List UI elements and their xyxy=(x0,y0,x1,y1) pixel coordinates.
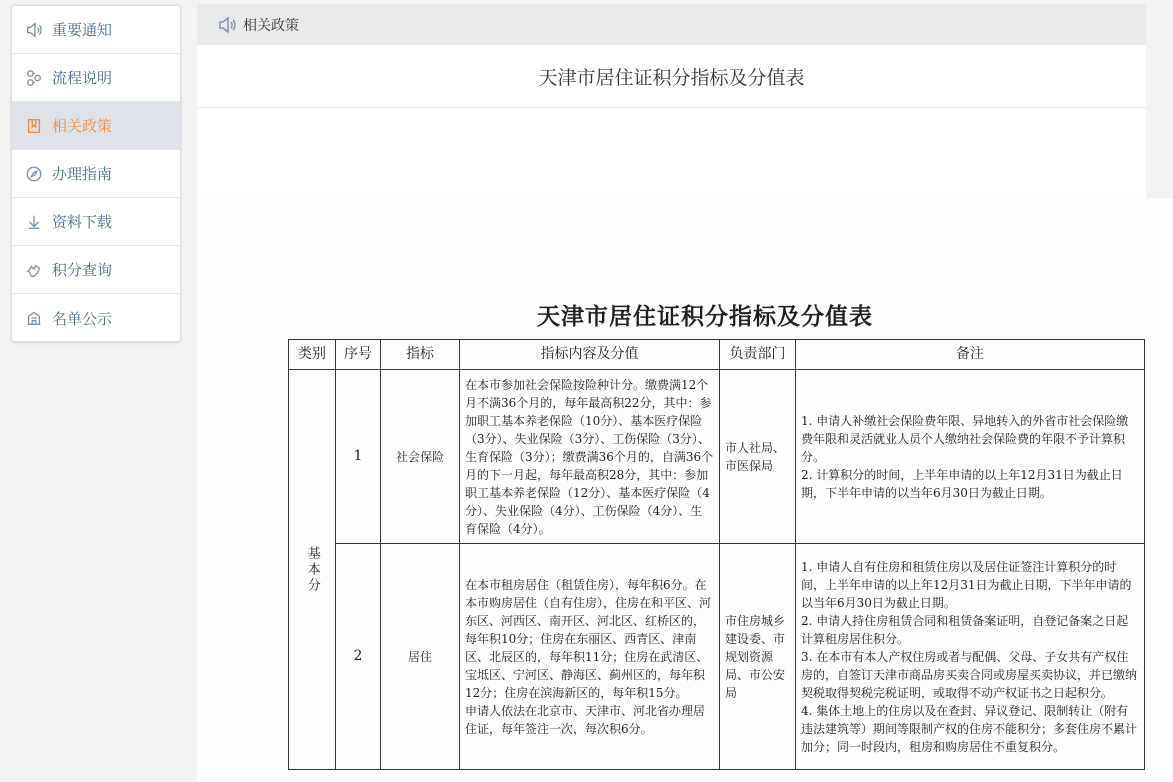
speaker-icon xyxy=(217,15,237,35)
sidebar-item-label: 流程说明 xyxy=(52,69,113,87)
row-indicator: 居住 xyxy=(381,544,460,770)
header-content: 指标内容及分值 xyxy=(460,340,720,370)
sidebar-nav xyxy=(11,5,181,342)
note-item: 1. 申请人补缴社会保险费年限、异地转入的外省市社会保险缴费年限和灵活就业人员个人缴纳社会保险费的年限不予计算积分。 xyxy=(801,413,1129,464)
row-number: 2 xyxy=(336,544,381,770)
row-notes xyxy=(796,370,1145,544)
document-image xyxy=(197,198,1173,782)
sidebar-item-label: 重要通知 xyxy=(52,21,113,39)
hand-icon xyxy=(24,260,44,280)
category-label: 基本分 xyxy=(304,545,320,594)
building-icon xyxy=(24,308,44,328)
document-title: 天津市居住证积分指标及分值表 xyxy=(537,303,873,330)
row-content xyxy=(460,544,720,770)
table-row xyxy=(289,544,1145,770)
sidebar-item-score-query[interactable] xyxy=(12,246,180,294)
header-category: 类别 xyxy=(289,340,336,370)
sidebar-item-notices[interactable] xyxy=(12,6,180,54)
sidebar-item-label: 办理指南 xyxy=(52,165,113,183)
row-content: 在本市参加社会保险按险种计分。缴费满12个月不满36个月的，每年最高积22分，其中：参加职工基本养老保险（10分）、基本医疗保险（3分）、失业保险（3分）、工伤保险（3分）、生育保险（3分）；缴费满36个月的，自满36个月的下一月起，每年最高积28分，其中：参加职工基本养老保险（12分）、基本医疗保险（4分）、失业保险（4分）、工伤保险（4分）、生育保险（4分）。 xyxy=(460,370,720,544)
book-icon xyxy=(24,116,44,136)
sidebar-item-label: 积分查询 xyxy=(52,261,113,279)
row-department: 市人社局、市医保局 xyxy=(720,370,796,544)
note-item: 1. 申请人自有住房和租赁住房以及居住证签注计算积分的时间，上半年申请的以上年12月31日为截止日期，下半年申请的以当年6月30日为截止日期。 xyxy=(801,559,1132,610)
table-header-row xyxy=(289,340,1145,370)
sidebar-item-label: 相关政策 xyxy=(52,117,113,135)
category-cell xyxy=(289,370,336,770)
header-indicator: 指标 xyxy=(381,340,460,370)
row-indicator: 社会保险 xyxy=(381,370,460,544)
compass-icon xyxy=(24,164,44,184)
sidebar-item-process[interactable] xyxy=(12,54,180,102)
score-table xyxy=(288,339,1145,770)
header-notes: 备注 xyxy=(796,340,1145,370)
sidebar-item-public-list[interactable] xyxy=(12,294,180,342)
note-item: 4. 集体土地上的住房以及在查封、异议登记、限制转让（附有违法建筑等）期间等限制产权的住房不能积分；多套住房不累计加分；同一时段内，租房和购房居住不重复积分。 xyxy=(801,703,1138,754)
page-title: 天津市居住证积分指标及分值表 xyxy=(197,45,1146,108)
sidebar-item-downloads[interactable] xyxy=(12,198,180,246)
download-icon xyxy=(24,212,44,232)
note-item: 3. 在本市有本人产权住房或者与配偶、父母、子女共有产权住房的，自签订天津市商品房买卖合同或房屋买卖协议，并已缴纳契税取得契税完税证明，或取得不动产权证书之日起积分。 xyxy=(801,649,1138,700)
sidebar-item-label: 资料下载 xyxy=(52,213,113,231)
sidebar-item-policies[interactable] xyxy=(12,102,180,150)
header-department: 负责部门 xyxy=(720,340,796,370)
breadcrumb xyxy=(197,4,1146,45)
sidebar-item-label: 名单公示 xyxy=(52,309,113,328)
row-department: 市住房城乡建设委、市规划资源局、市公安局 xyxy=(720,544,796,770)
content-paragraph: 在本市租房居住（租赁住房），每年积6分。在本市购房居住（自有住房），住房在和平区、河东区、河西区、南开区、河北区、红桥区的，每年积10分；住房在东丽区、西青区、津南区、北辰区的，每年积11分；住房在武清区、宝坻区、宁河区、静海区、蓟州区的，每年积12分；住房在滨海新区的，每年积15分。 xyxy=(465,577,712,700)
content-paragraph: 申请人依法在北京市、天津市、河北省办理居住证，每年签注一次，每次积6分。 xyxy=(465,703,706,736)
breadcrumb-label: 相关政策 xyxy=(243,17,299,34)
note-item: 2. 计算积分的时间，上半年申请的以上年12月31日为截止日期，下半年申请的以当年6月30日为截止日期。 xyxy=(801,467,1123,500)
table-row xyxy=(289,370,1145,544)
flow-icon xyxy=(24,68,44,88)
sidebar-item-guide[interactable] xyxy=(12,150,180,198)
note-item: 2. 申请人持住房租赁合同和租赁备案证明，自登记备案之日起计算租房居住积分。 xyxy=(801,613,1129,646)
row-number: 1 xyxy=(336,370,381,544)
row-notes xyxy=(796,544,1145,770)
speaker-icon xyxy=(24,20,44,40)
header-number: 序号 xyxy=(336,340,381,370)
